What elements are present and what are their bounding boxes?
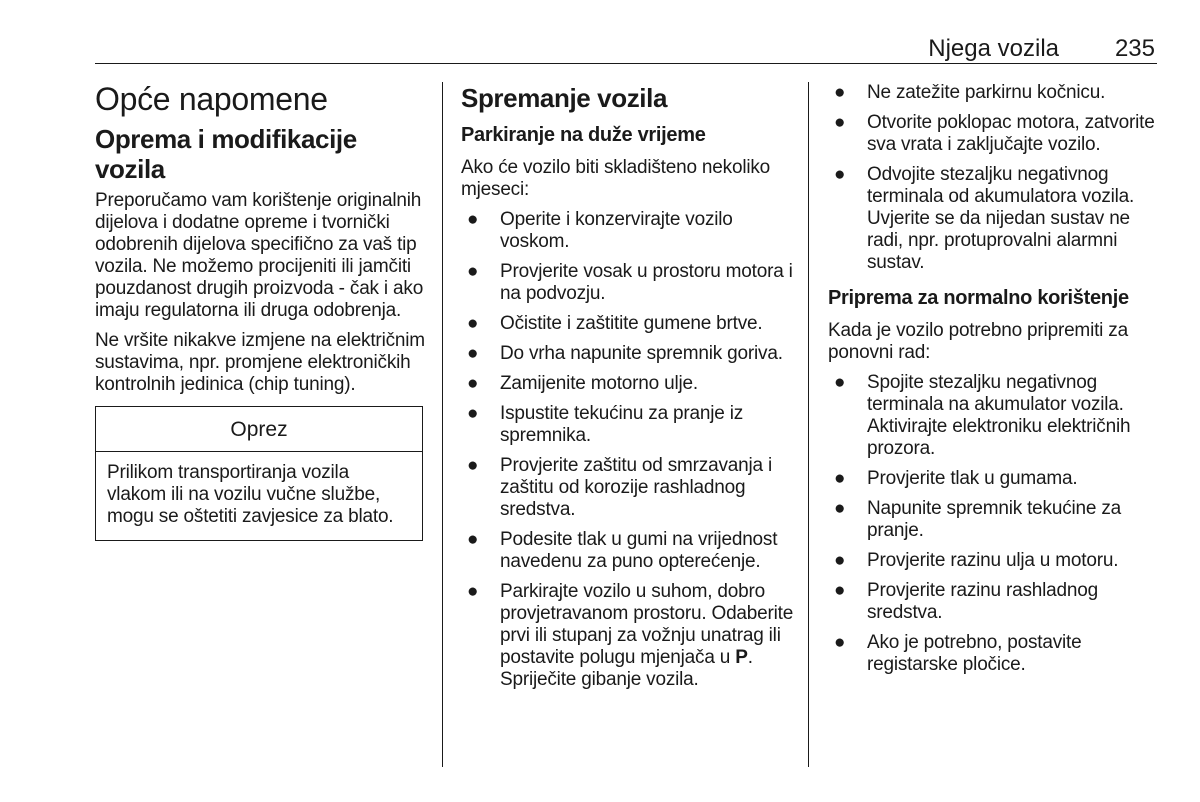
bullet-icon: ● (467, 209, 479, 230)
storage-bullet-list (461, 209, 796, 691)
page-header (95, 32, 1157, 64)
bullet-icon: ● (467, 313, 479, 334)
list-item (461, 529, 796, 573)
list-item-text: Ako je potrebno, postavite registarske pločice. (867, 632, 1082, 675)
list-item-text: Ne zatežite parkirnu kočnicu. (867, 82, 1106, 103)
list-item (461, 373, 796, 395)
paragraph-electrical-changes: Ne vršite nikakve izmjene na električnim sustavima, npr. promjene elektroničkih kontrolnih jedinica (chip tuning). (95, 330, 425, 395)
column-storage-continued (828, 82, 1158, 688)
list-item-text: Očistite i zaštitite gumene brtve. (500, 313, 763, 334)
preparation-bullet-list (828, 372, 1158, 676)
list-item-text: Do vrha napunite spremnik goriva. (500, 343, 783, 364)
bullet-icon: ● (467, 581, 479, 602)
list-item (828, 498, 1158, 542)
list-item-text: Zamijenite motorno ulje. (500, 373, 698, 394)
list-item (828, 632, 1158, 676)
column-divider-right (808, 82, 809, 767)
list-item-text: Provjerite razinu rashladnog sredstva. (867, 580, 1098, 623)
column-general-notes (95, 80, 425, 541)
bullet-icon: ● (834, 580, 846, 601)
list-item (461, 261, 796, 305)
list-item (828, 580, 1158, 624)
list-item (828, 82, 1158, 104)
bullet-icon: ● (467, 261, 479, 282)
bullet-icon: ● (834, 468, 846, 489)
bullet-icon: ● (467, 403, 479, 424)
list-item (828, 112, 1158, 156)
list-item (461, 313, 796, 335)
bullet-icon: ● (834, 632, 846, 653)
section-title-storage: Spremanje vozila (461, 83, 668, 113)
column-vehicle-storage (461, 80, 796, 703)
list-item-text: Otvorite poklopac motora, zatvorite sva vrata i zaključajte vozilo. (867, 112, 1155, 155)
list-item-text: Provjerite vosak u prostoru motora i na podvozju. (500, 261, 793, 304)
list-item (461, 209, 796, 253)
section-title-equipment: Oprema i modifikacije vozila (95, 124, 357, 184)
bullet-icon: ● (467, 373, 479, 394)
list-item-text: Napunite spremnik tekućine za pranje. (867, 498, 1122, 541)
bullet-icon: ● (834, 372, 846, 393)
caution-heading: Oprez (96, 407, 422, 452)
list-item-text: Provjerite zaštitu od smrzavanja i zaštitu od korozije rashladnog sredstva. (500, 455, 772, 520)
list-item-text: Provjerite tlak u gumama. (867, 468, 1078, 489)
list-item-text-end: . Spriječite gibanje vozila. (500, 647, 753, 690)
list-item (461, 455, 796, 521)
list-item-text: Odvojite stezaljku negativnog terminala od akumulatora vozila. Uvjerite se da nijedan sustav ne radi, npr. protuprovalni alarmni sustav. (867, 164, 1135, 273)
list-item (461, 343, 796, 365)
list-item (828, 164, 1158, 274)
bullet-icon: ● (834, 112, 846, 133)
preparation-intro: Kada je vozilo potrebno pripremiti za ponovni rad: (828, 320, 1128, 363)
header-section-title: Njega vozila (928, 35, 1059, 62)
subsection-title-long-parking: Parkiranje na duže vrijeme (461, 124, 706, 146)
caution-text: Prilikom transportiranja vozila vlakom ili na vozilu vučne službe, mogu se oštetiti zavjesice za blato. (107, 462, 394, 527)
chapter-title: Opće napomene (95, 81, 328, 117)
storage-bullet-list-continued (828, 82, 1158, 274)
bullet-icon: ● (834, 164, 846, 185)
list-item-text: Parkirajte vozilo u suhom, dobro provjetravanom prostoru. Odaberite prvi ili stupanj za vožnju unatrag ili postavite polugu mjenjača u (500, 581, 794, 668)
bullet-icon: ● (834, 82, 846, 103)
list-item (461, 403, 796, 447)
list-item-text: Operite i konzervirajte vozilo voskom. (500, 209, 733, 252)
list-item (828, 550, 1158, 572)
bullet-icon: ● (467, 455, 479, 476)
list-item-text: Provjerite razinu ulja u motoru. (867, 550, 1119, 571)
list-item (828, 372, 1158, 460)
list-item (461, 581, 796, 691)
list-item-text: Podesite tlak u gumi na vrijednost navedenu za puno opterećenje. (500, 529, 778, 572)
list-item-text: Ispustite tekućinu za pranje iz spremnika. (500, 403, 744, 446)
caution-box (95, 406, 423, 541)
bullet-icon: ● (834, 550, 846, 571)
bullet-icon: ● (467, 343, 479, 364)
bullet-icon: ● (467, 529, 479, 550)
gear-position-label: P (735, 647, 748, 668)
subsection-title-preparation: Priprema za normalno korištenje (828, 287, 1129, 309)
column-divider-left (442, 82, 443, 767)
page-number: 235 (1114, 35, 1155, 62)
list-item-text: Spojite stezaljku negativnog terminala na akumulator vozila. Aktivirajte elektroniku električnih prozora. (867, 372, 1131, 459)
storage-intro: Ako će vozilo biti skladišteno nekoliko mjeseci: (461, 157, 771, 200)
bullet-icon: ● (834, 498, 846, 519)
list-item (828, 468, 1158, 490)
paragraph-original-parts: Preporučamo vam korištenje originalnih dijelova i dodatne opreme i tvornički odobrenih dijelova specifično za vaš tip vozila. Ne možemo procijeniti ili jamčiti pouzdanost drugih proizvoda - čak i ako imaju regulatorna ili druga odobrenja. (95, 190, 424, 321)
